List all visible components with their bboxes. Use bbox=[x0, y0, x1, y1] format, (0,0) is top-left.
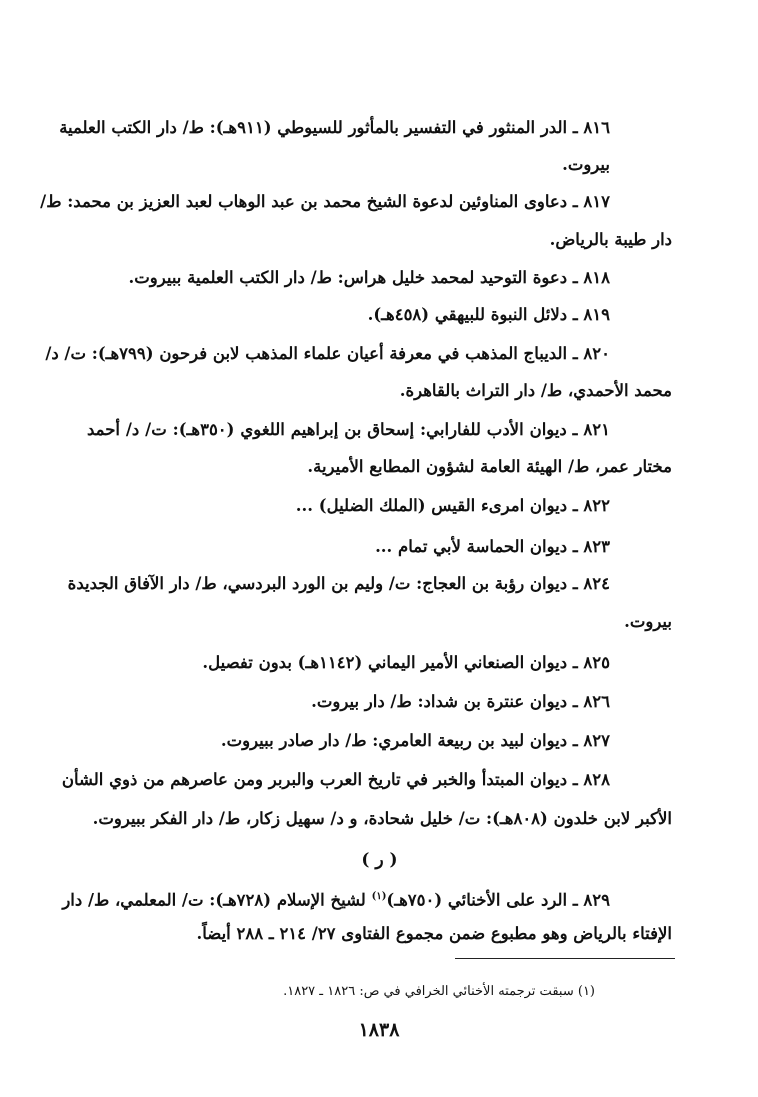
footnote-marker: (١) bbox=[371, 891, 387, 902]
footnote-divider bbox=[455, 958, 675, 959]
entry-820-line-2: محمد الأحمدي، ط/ دار التراث بالقاهرة. bbox=[399, 381, 672, 400]
footnote-text: (١) سبقت ترجمته الأخنائي الخرافي في ص: ١٨٢٦ ـ ١٨٢٧. bbox=[283, 984, 595, 999]
entry-820-line-1: ٨٢٠ ـ الديباج المذهب في معرفة أعيان علماء المذهب لابن فرحون (٧٩٩هـ): ت/ د/ bbox=[45, 344, 610, 363]
entry-823-line-1: ٨٢٣ ـ ديوان الحماسة لأبي تمام ... bbox=[375, 537, 610, 556]
entry-822-line-1: ٨٢٢ ـ ديوان امرىء القيس (الملك الضليل) ... bbox=[295, 496, 610, 515]
entry-829-line-2: الإفتاء بالرياض وهو مطبوع ضمن مجموع الفتاوى ٢٧/ ٢١٤ ـ ٢٨٨ أيضاً. bbox=[196, 924, 672, 943]
entry-824-line-1: ٨٢٤ ـ ديوان رؤبة بن العجاج: ت/ وليم بن الورد البردسي، ط/ دار الآفاق الجديدة bbox=[67, 574, 610, 593]
entry-816-line-2: بيروت. bbox=[562, 155, 610, 174]
entry-818-line-1: ٨١٨ ـ دعوة التوحيد لمحمد خليل هراس: ط/ دار الكتب العلمية ببيروت. bbox=[128, 268, 610, 287]
entry-816-line-1: ٨١٦ ـ الدر المنثور في التفسير بالمأثور للسيوطي (٩١١هـ): ط/ دار الكتب العلمية bbox=[59, 118, 610, 137]
entry-829-line-1 bbox=[62, 885, 610, 913]
entry-817-line-2: دار طيبة بالرياض. bbox=[549, 230, 672, 249]
entry-828-line-2: الأكبر لابن خلدون (٨٠٨هـ): ت/ خليل شحادة، و د/ سهيل زكار، ط/ دار الفكر ببيروت. bbox=[92, 809, 672, 828]
entry-829-line-1-start: ٨٢٩ ـ الرد على الأخنائي (٧٥٠هـ) bbox=[386, 890, 610, 910]
entry-821-line-1: ٨٢١ ـ ديوان الأدب للفارابي: إسحاق بن إبراهيم اللغوي (٣٥٠هـ): ت/ د/ أحمد bbox=[87, 420, 610, 439]
entry-829-line-1-end: لشيخ الإسلام (٧٢٨هـ): ت/ المعلمي، ط/ دار bbox=[62, 890, 372, 910]
entry-825-line-1: ٨٢٥ ـ ديوان الصنعاني الأمير اليماني (١١٤٢هـ) بدون تفصيل. bbox=[202, 653, 610, 672]
section-heading: ( ر ) bbox=[361, 850, 398, 870]
page-number: ١٨٣٨ bbox=[358, 1019, 400, 1041]
entry-827-line-1: ٨٢٧ ـ ديوان لبيد بن ربيعة العامري: ط/ دار صادر ببيروت. bbox=[220, 731, 610, 750]
entry-821-line-2: مختار عمر، ط/ الهيئة العامة لشؤون المطابع الأميرية. bbox=[307, 457, 672, 476]
entry-828-line-1: ٨٢٨ ـ ديوان المبتدأ والخبر في تاريخ العرب والبربر ومن عاصرهم من ذوي الشأن bbox=[61, 770, 610, 789]
entry-824-line-2: بيروت. bbox=[624, 612, 672, 631]
entry-826-line-1: ٨٢٦ ـ ديوان عنترة بن شداد: ط/ دار بيروت. bbox=[311, 692, 610, 711]
entry-817-line-1: ٨١٧ ـ دعاوى المناوئين لدعوة الشيخ محمد بن عبد الوهاب لعبد العزيز بن محمد: ط/ bbox=[40, 192, 610, 211]
entry-819-line-1: ٨١٩ ـ دلائل النبوة للبيهقي (٤٥٨هـ). bbox=[367, 305, 610, 324]
